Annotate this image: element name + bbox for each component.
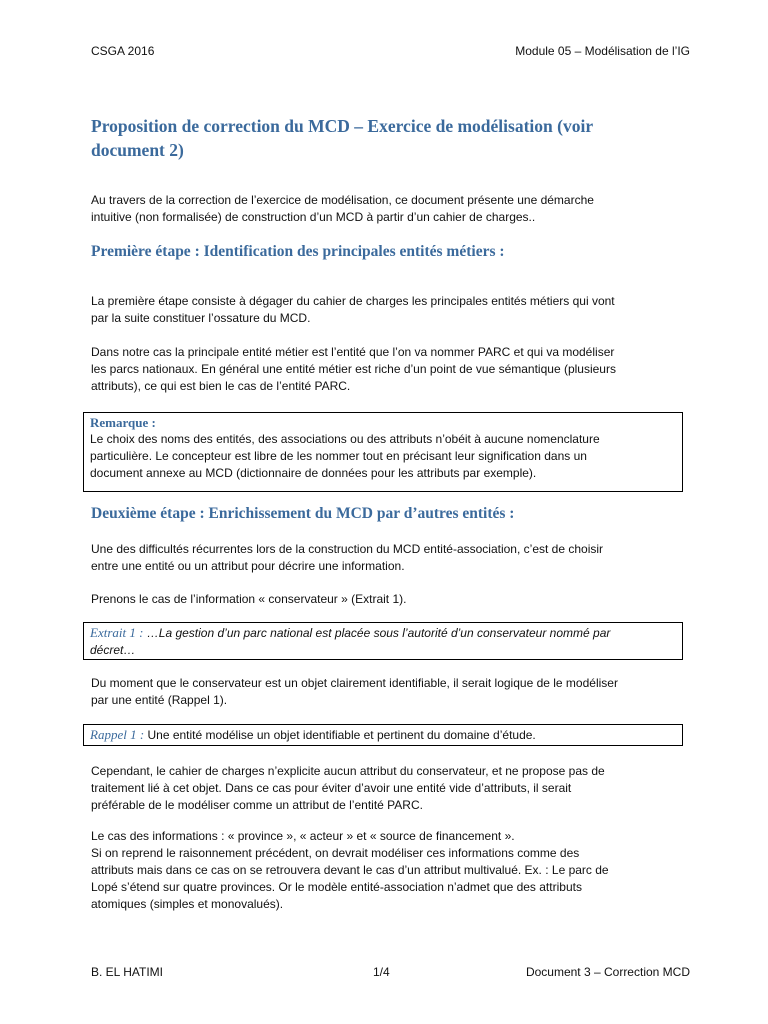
step2-paragraph-2: Prenons le cas de l’information « conservateur » (Extrait 1).: [91, 592, 407, 606]
remarque-line-3: document annexe au MCD (dictionnaire de données pour les attributs par exemple).: [90, 466, 537, 480]
step2-p5-line-4: Lopé s’étend sur quatre provinces. Or le modèle entité-association n’admet que des attributs: [91, 880, 582, 894]
step2-p3-line-1: Du moment que le conservateur est un objet clairement identifiable, il serait logique de le modéliser: [91, 676, 618, 690]
footer-page-number: 1/4: [373, 965, 390, 979]
header-right: Module 05 – Modélisation de l’IG: [515, 44, 690, 58]
step2-p5-line-3: attributs mais dans ce cas on se retrouvera devant le cas d’un attribut multivalué. Ex. : Le parc de: [91, 863, 609, 877]
footer-author: B. EL HATIMI: [91, 965, 164, 979]
remarque-text: [90, 431, 676, 482]
step1-p2-line-3: attributs), ce qui est bien le cas de l’entité PARC.: [91, 379, 351, 393]
rappel-body: Une entité modélise un objet identifiable et pertinent du domaine d’étude.: [144, 728, 536, 742]
step2-p4-line-1: Cependant, le cahier de charges n’explicite aucun attribut du conservateur, et ne propose pas de: [91, 764, 605, 778]
step1-heading: Première étape : Identification des principales entités métiers :: [91, 243, 505, 260]
remarque-box: [83, 412, 683, 492]
page-title: [91, 114, 701, 162]
remarque-line-2: particulière. Le concepteur est libre de les nommer tout en précisant leur signification dans un: [90, 449, 587, 463]
step2-p1-line-2: entre une entité ou un attribut pour décrire une information.: [91, 559, 405, 573]
step1-p1-line-1: La première étape consiste à dégager du cahier de charges les principales entités métiers qui vont: [91, 294, 615, 308]
extrait-box: [83, 622, 683, 660]
rappel-box: [83, 724, 683, 746]
step2-p4-line-2: traitement lié à cet objet. Dans ce cas pour éviter d’avoir une entité vide d’attributs, il serait: [91, 781, 572, 795]
step1-paragraph-2: [91, 344, 691, 395]
footer-document-title: Document 3 – Correction MCD: [525, 965, 690, 979]
remarque-line-1: Le choix des noms des entités, des associations ou des attributs n’obéit à aucune nomenclature: [90, 432, 600, 446]
step2-paragraph-3: [91, 675, 691, 709]
header-left: CSGA 2016: [91, 44, 155, 58]
intro-line-2: intuitive (non formalisée) de construction d’un MCD à partir d’un cahier de charges..: [91, 210, 536, 224]
step2-paragraph-1: [91, 541, 691, 575]
step2-p5-line-2: Si on reprend le raisonnement précédent, on devrait modéliser ces informations comme des: [91, 846, 580, 860]
step2-p4-line-3: préférable de le modéliser comme un attribut de l’entité PARC.: [91, 798, 423, 812]
remarque-label: Remarque :: [90, 415, 156, 430]
intro-line-1: Au travers de la correction de l’exercice de modélisation, ce document présente une démarche: [91, 193, 594, 207]
step1-paragraph-1: [91, 293, 691, 327]
step2-p5-line-5: atomiques (simples et monovalués).: [91, 897, 284, 911]
intro-paragraph: [91, 192, 691, 226]
step2-p5-line-1: Le cas des informations : « province », « acteur » et « source de financement ».: [91, 829, 515, 843]
extrait-label: Extrait 1 :: [90, 625, 144, 640]
title-line-1: Proposition de correction du MCD – Exercice de modélisation (voir: [91, 116, 594, 136]
step2-heading: Deuxième étape : Enrichissement du MCD par d’autres entités :: [91, 505, 515, 522]
step1-p1-line-2: par la suite constituer l’ossature du MCD.: [91, 311, 311, 325]
step1-p2-line-1: Dans notre cas la principale entité métier est l’entité que l’on va nommer PARC et qui va modéliser: [91, 345, 615, 359]
step2-paragraph-5: [91, 828, 691, 913]
step2-paragraph-4: [91, 763, 691, 814]
rappel-text: [90, 726, 676, 744]
extrait-line-2: décret…: [90, 643, 136, 657]
step1-p2-line-2: les parcs nationaux. En général une entité métier est riche d’un point de vue sémantique (plusieurs: [91, 362, 616, 376]
title-line-2: document 2): [91, 140, 184, 160]
extrait-text: [90, 624, 676, 659]
rappel-label: Rappel 1 :: [90, 727, 145, 742]
extrait-line-1: …La gestion d’un parc national est placée sous l’autorité d’un conservateur nommé par: [143, 626, 611, 640]
step2-p1-line-1: Une des difficultés récurrentes lors de la construction du MCD entité-association, c’est de choisir: [91, 542, 604, 556]
step2-p3-line-2: par une entité (Rappel 1).: [91, 693, 228, 707]
